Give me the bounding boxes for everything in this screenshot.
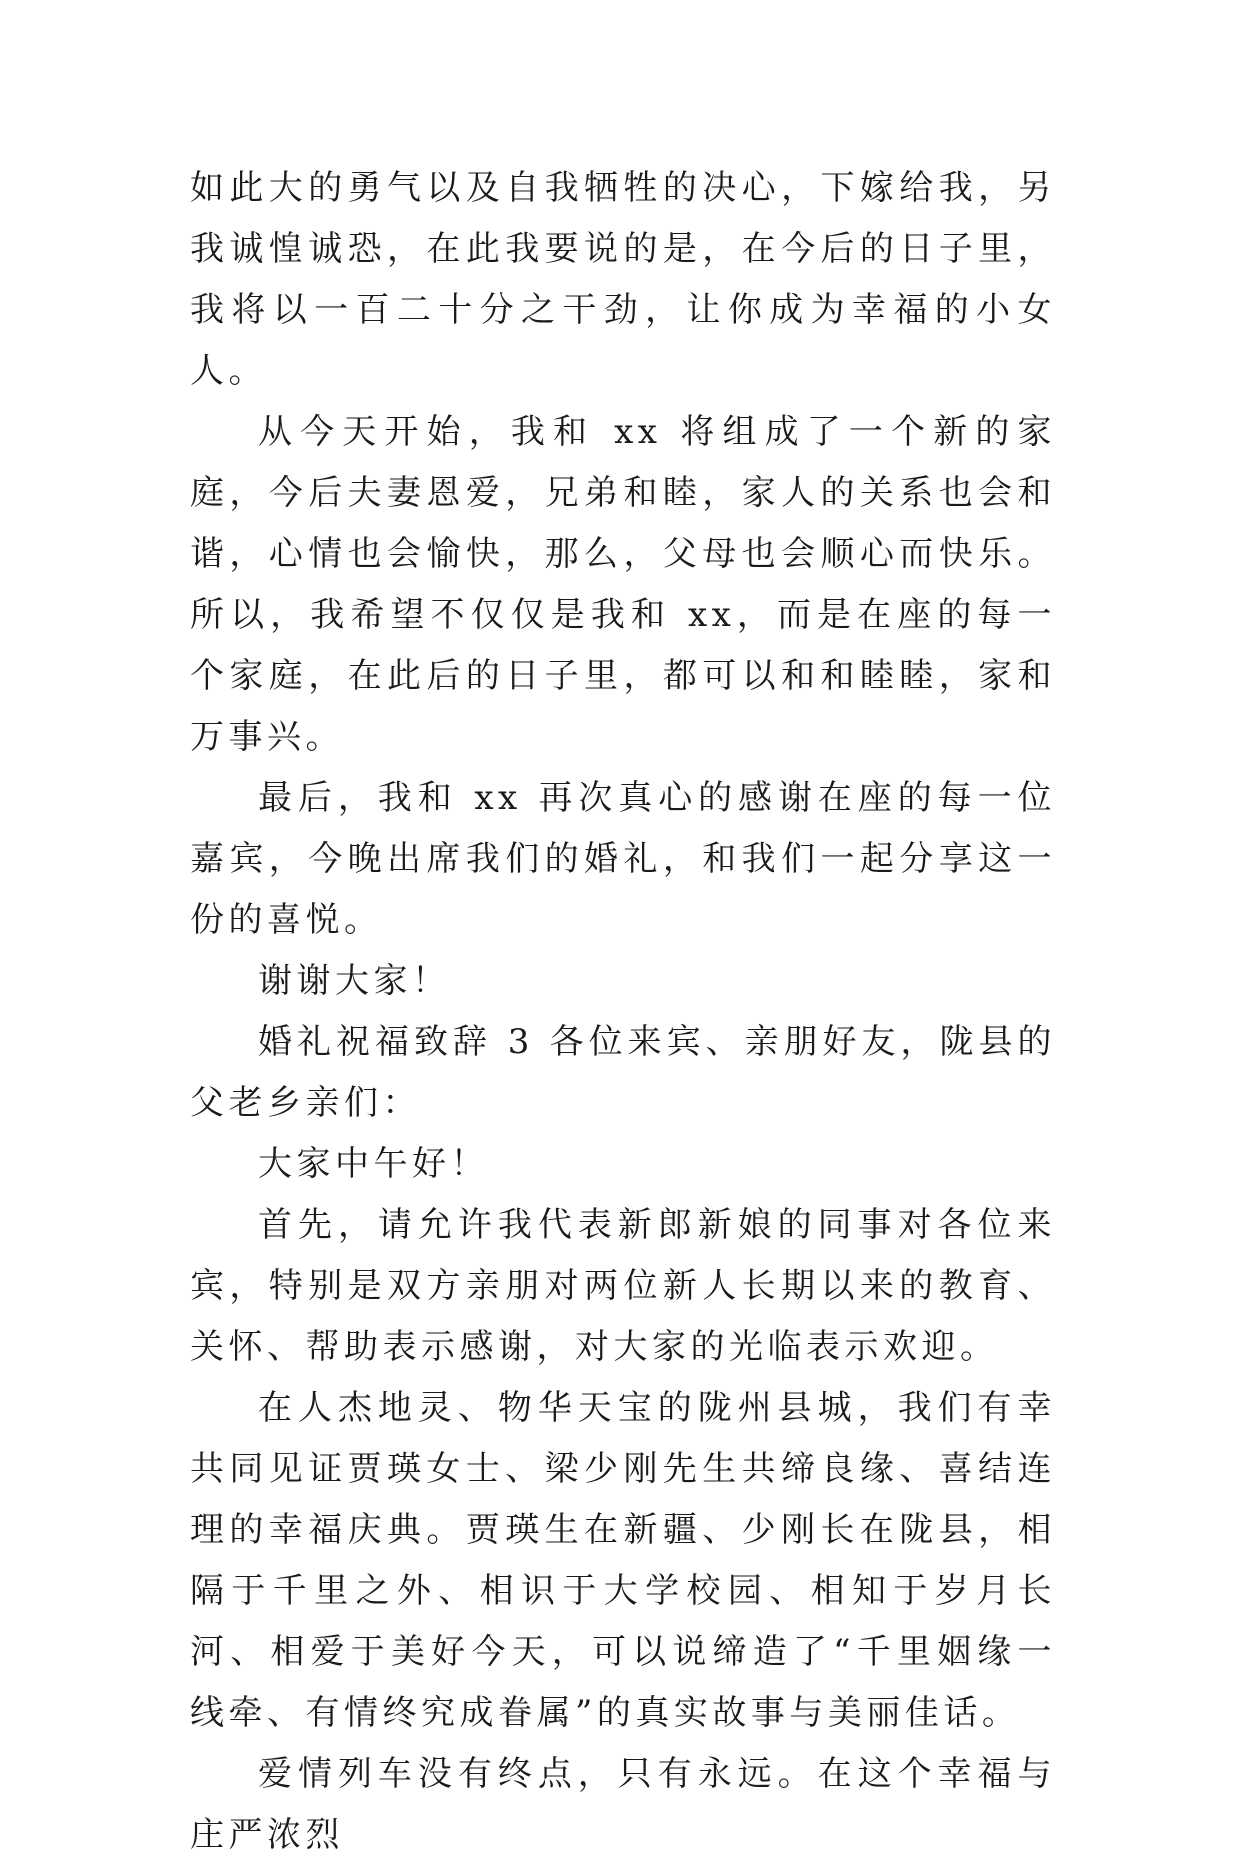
paragraph: 在人杰地灵、物华天宝的陇州县城，我们有幸共同见证贾瑛女士、梁少刚先生共缔良缘、喜结连理的幸福庆典。贾瑛生在新疆、少刚长在陇县，相隔于千里之外、相识于大学校园、相知于岁月长河、相爱于美好今天，可以说缔造了“千里姻缘一线牵、有情终究成眷属”的真实故事与美丽佳话。: [190, 1388, 1056, 1733]
paragraph: 从今天开始，我和 xx 将组成了一个新的家庭，今后夫妻恩爱，兄弟和睦，家人的关系也会和谐，心情也会愉快，那么，父母也会顺心而快乐。所以，我希望不仅仅是我和 xx，而是在座的每一个家庭，在此后的日子里，都可以和和睦睦，家和万事兴。: [190, 412, 1056, 757]
paragraph: 最后，我和 xx 再次真心的感谢在座的每一位嘉宾，今晚出席我们的婚礼，和我们一起分享这一份的喜悦。: [190, 778, 1056, 940]
paragraph: 婚礼祝福致辞 3 各位来宾、亲朋好友，陇县的父老乡亲们：: [190, 1022, 1056, 1123]
paragraph: 首先，请允许我代表新郎新娘的同事对各位来宾，特别是双方亲朋对两位新人长期以来的教育、关怀、帮助表示感谢，对大家的光临表示欢迎。: [190, 1205, 1056, 1367]
paragraph: 如此大的勇气以及自我牺牲的决心，下嫁给我，另我诚惶诚恐，在此我要说的是，在今后的日子里，我将以一百二十分之干劲，让你成为幸福的小女人。: [190, 168, 1056, 391]
paragraph: 爱情列车没有终点，只有永远。在这个幸福与庄严浓烈: [190, 1754, 1056, 1855]
paragraph: 大家中午好！: [258, 1144, 489, 1184]
paragraph: 谢谢大家！: [258, 961, 451, 1001]
document-body: [190, 158, 1056, 1866]
